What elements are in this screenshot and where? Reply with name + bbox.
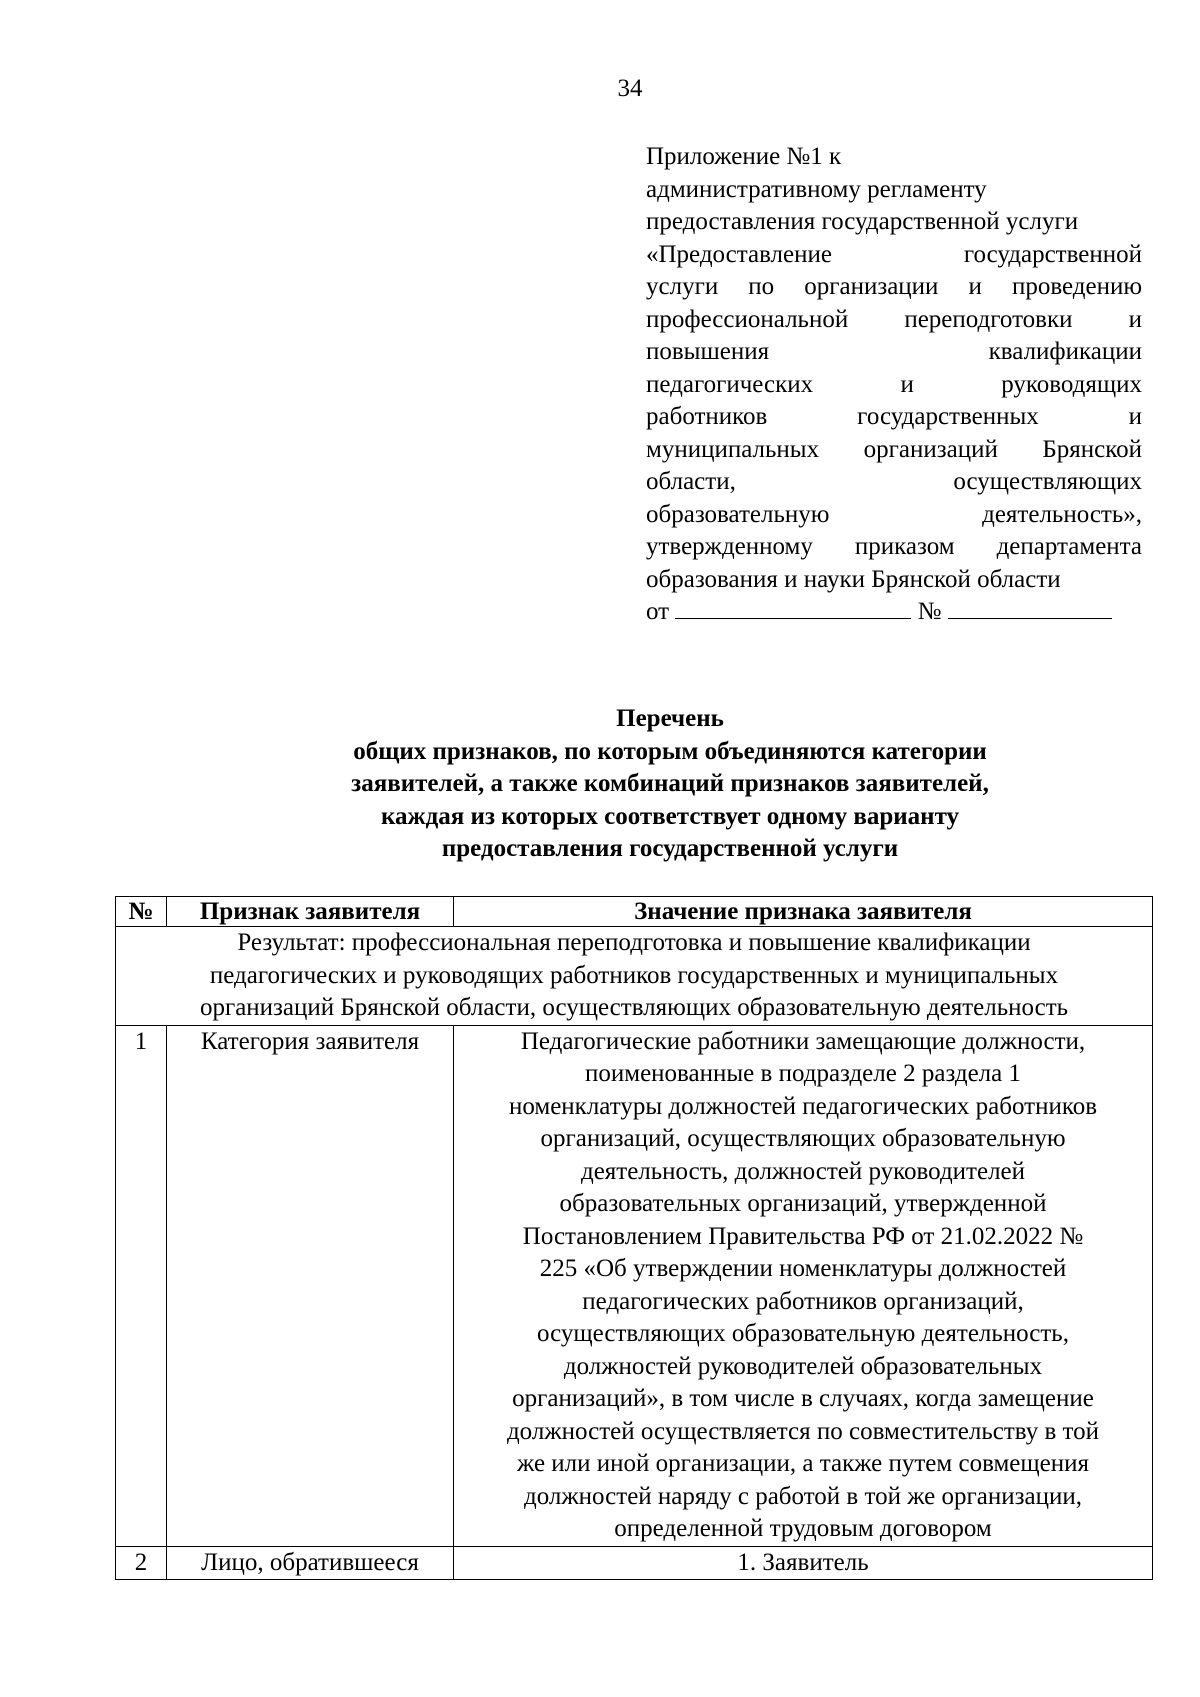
appendix-line: услуги по организации и проведению bbox=[646, 273, 1142, 300]
row-criterion: Категория заявителя bbox=[167, 1025, 454, 1546]
appendix-line: образования и науки Брянской области bbox=[646, 565, 1061, 593]
criteria-table bbox=[115, 896, 1153, 1580]
heading-line: Перечень bbox=[616, 705, 724, 732]
value-line: должностей руководителей образовательных bbox=[563, 1352, 1043, 1380]
appendix-line: «Предоставление государственной bbox=[646, 240, 1142, 268]
document-heading bbox=[0, 703, 1200, 866]
value-line: образовательных организаций, утвержденной bbox=[559, 1190, 1047, 1217]
table-row bbox=[116, 1025, 1153, 1546]
value-line: должностей наряду с работой в той же организации, bbox=[524, 1482, 1082, 1510]
header-value: Значение признака заявителя bbox=[454, 897, 1153, 927]
heading-line: каждая из которых соответствует одному варианту bbox=[380, 802, 960, 830]
number-label: № bbox=[917, 598, 942, 625]
table-header-row bbox=[116, 897, 1153, 927]
value-line: Педагогические работники замещающие должности, bbox=[520, 1027, 1086, 1055]
appendix-line: Приложение №1 к bbox=[646, 143, 842, 170]
value-line: 1. Заявитель bbox=[737, 1548, 869, 1576]
row-value bbox=[454, 1025, 1153, 1546]
appendix-line: профессиональной переподготовки и bbox=[646, 305, 1142, 333]
appendix-line: предоставления государственной услуги bbox=[646, 208, 1079, 235]
appendix-line: утвержденному приказом департамента bbox=[646, 533, 1142, 560]
number-blank bbox=[948, 596, 1112, 619]
row-number: 2 bbox=[116, 1546, 167, 1580]
from-label: от bbox=[646, 598, 670, 625]
value-line: номенклатуры должностей педагогических работников bbox=[508, 1092, 1098, 1120]
appendix-line: работников государственных и bbox=[646, 403, 1142, 430]
value-line: определенной трудовым договором bbox=[614, 1515, 992, 1542]
row-criterion: Лицо, обратившееся bbox=[167, 1546, 454, 1580]
value-line: поименованные в подразделе 2 раздела 1 bbox=[584, 1060, 1022, 1087]
value-line: педагогических работников организаций, bbox=[582, 1287, 1024, 1315]
header-criterion: Признак заявителя bbox=[167, 897, 454, 927]
value-line: осуществляющих образовательную деятельность, bbox=[537, 1320, 1069, 1347]
row-number: 1 bbox=[116, 1025, 167, 1546]
result-line: педагогических и руководящих работников государственных и муниципальных bbox=[209, 961, 1059, 989]
value-line: организаций», в том числе в случаях, когда замещение bbox=[512, 1385, 1094, 1412]
value-line: Постановлением Правительства РФ от 21.02.2022 № bbox=[522, 1222, 1084, 1250]
appendix-line: педагогических и руководящих bbox=[646, 370, 1142, 398]
heading-line: предоставления государственной услуги bbox=[441, 835, 899, 862]
value-line: 225 «Об утверждении номенклатуры должностей bbox=[539, 1255, 1067, 1282]
heading-line: общих признаков, по которым объединяются категории bbox=[353, 737, 987, 765]
appendix-line: муниципальных организаций Брянской bbox=[646, 435, 1142, 463]
value-line: деятельность, должностей руководителей bbox=[580, 1157, 1026, 1185]
result-cell bbox=[116, 927, 1153, 1026]
header-number: № bbox=[116, 897, 167, 927]
appendix-line: административному регламенту bbox=[646, 175, 987, 203]
appendix-line: образовательную деятельность», bbox=[646, 500, 1142, 528]
heading-line: заявителей, а также комбинаций признаков заявителей, bbox=[351, 770, 989, 797]
result-line: Результат: профессиональная переподготовка и повышение квалификации bbox=[237, 929, 1031, 956]
value-line: должностей осуществляется по совместительству в той bbox=[506, 1417, 1100, 1445]
value-line: организаций, осуществляющих образовательную bbox=[540, 1125, 1066, 1152]
appendix-block bbox=[646, 141, 1142, 629]
appendix-line: области, осуществляющих bbox=[646, 468, 1142, 495]
appendix-date-number-line bbox=[646, 596, 1142, 629]
result-line: организаций Брянской области, осуществляющих образовательную деятельность bbox=[199, 994, 1069, 1021]
date-blank bbox=[675, 596, 911, 619]
table-row bbox=[116, 1546, 1153, 1580]
appendix-line: повышения квалификации bbox=[646, 338, 1142, 365]
row-value bbox=[454, 1546, 1153, 1580]
result-row bbox=[116, 927, 1153, 1026]
page-number: 34 bbox=[617, 75, 643, 102]
value-line: же или иной организации, а также путем совмещения bbox=[517, 1450, 1089, 1477]
